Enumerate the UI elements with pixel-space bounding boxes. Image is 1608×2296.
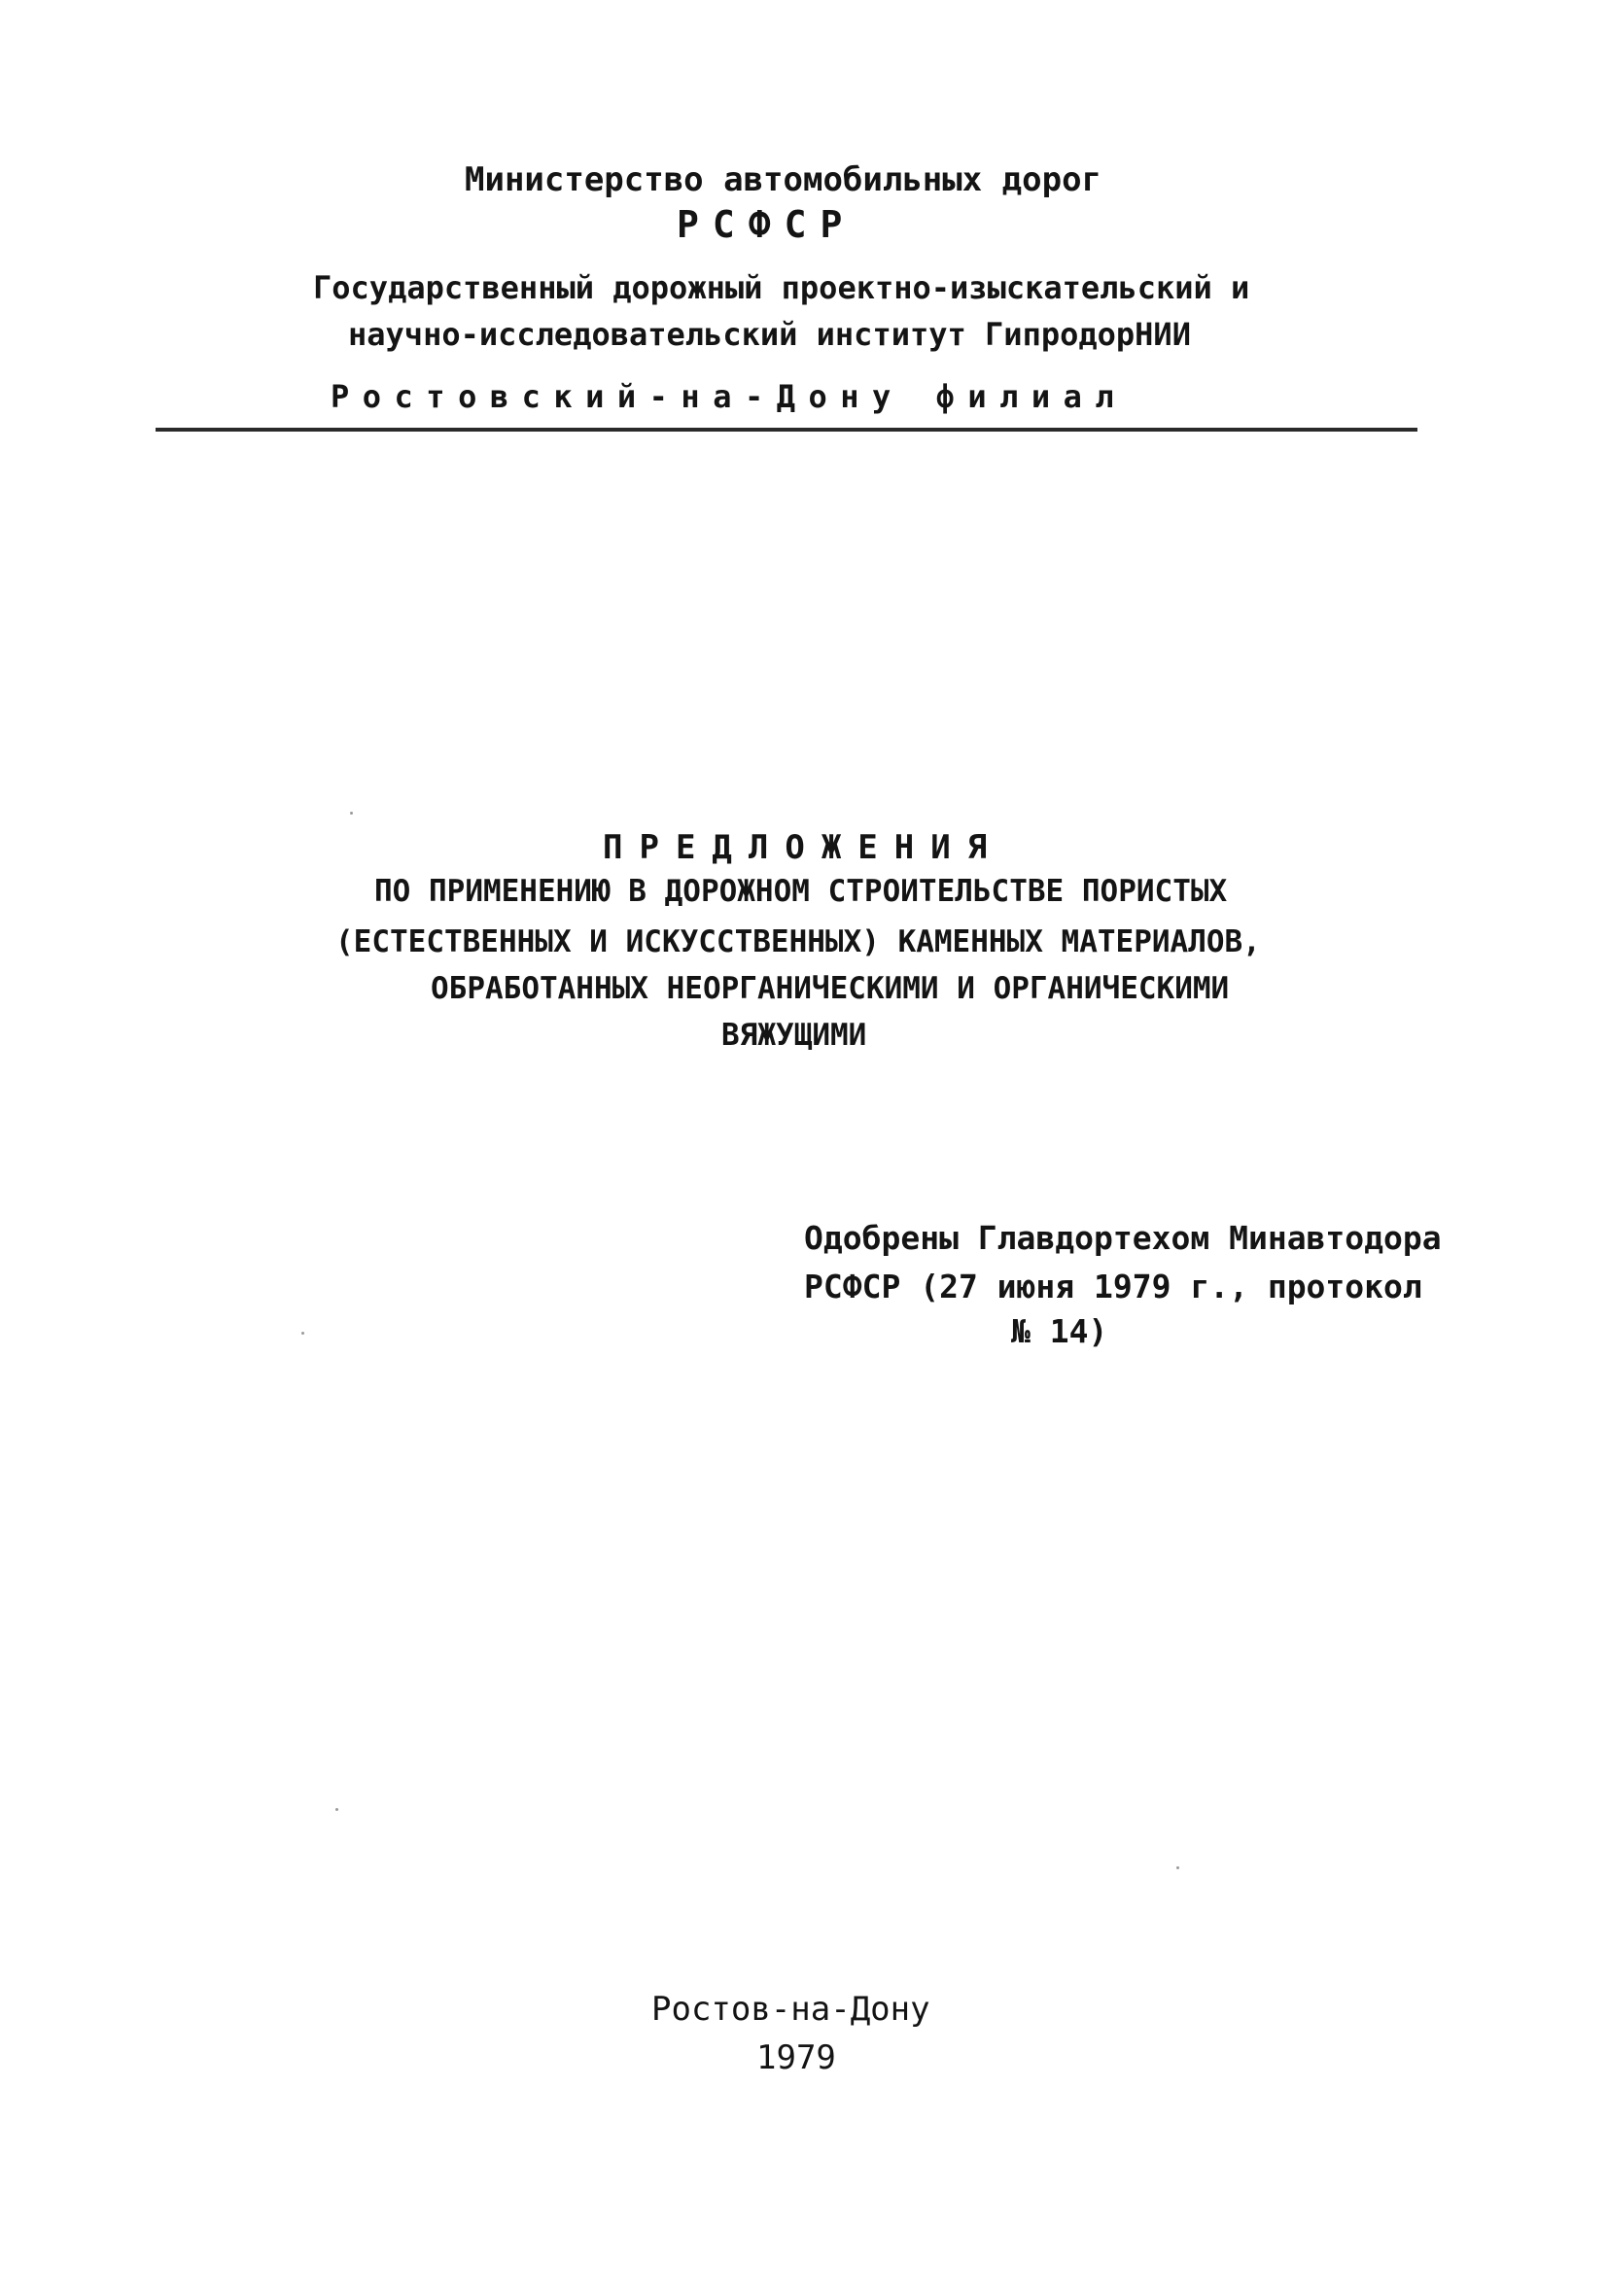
approval-note-line-3: № 14) [1011,1312,1108,1350]
scan-speck [1176,1866,1179,1869]
header-divider [156,428,1417,432]
publication-year: 1979 [756,2038,836,2077]
institute-name-line-2: научно-исследовательский институт ГипродорНИИ [348,316,1191,353]
institute-name-line-1: Государственный дорожный проектно-изыскательский и [313,269,1250,306]
document-title-heading: ПРЕДЛОЖЕНИЯ [603,828,1004,867]
approval-note-line-2: РСФСР (27 июня 1979 г., протокол [804,1268,1422,1305]
document-title-line-4: ВЯЖУЩИМИ [721,1018,867,1053]
publication-city: Ростов-на-Дону [651,1990,930,2029]
scan-speck [350,812,353,815]
document-title-line-2: (ЕСТЕСТВЕННЫХ И ИСКУССТВЕННЫХ) КАМЕННЫХ МАТЕРИАЛОВ, [335,924,1261,959]
approval-note-line-1: Одобрены Главдортехом Минавтодора [804,1219,1442,1257]
branch-name: Ростовский-на-Дону филиал [331,378,1128,415]
scan-speck [301,1332,304,1335]
document-title-line-3: ОБРАБОТАННЫХ НЕОРГАНИЧЕСКИМИ И ОРГАНИЧЕСКИМИ [431,971,1230,1006]
scan-speck [335,1808,338,1811]
ministry-name: Министерство автомобильных дорог [465,160,1102,199]
country-name: РСФСР [677,203,856,246]
document-title-line-1: ПО ПРИМЕНЕНИЮ В ДОРОЖНОМ СТРОИТЕЛЬСТВЕ ПОРИСТЫХ [374,874,1228,909]
